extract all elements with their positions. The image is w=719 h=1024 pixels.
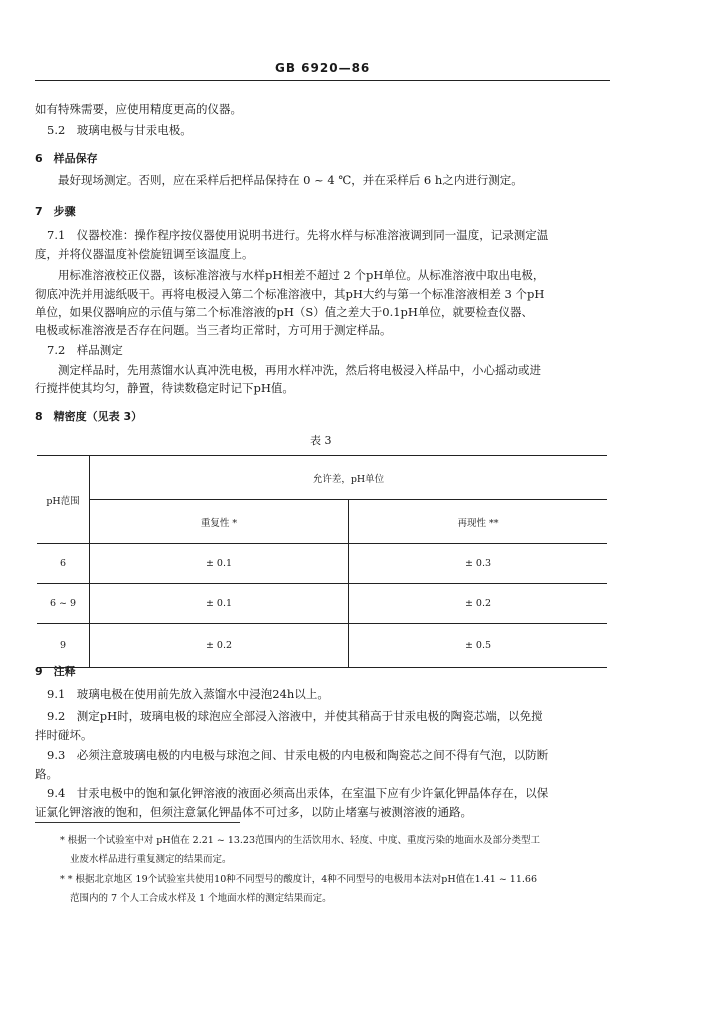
table-cell-range: 6 — [37, 544, 90, 584]
footnote-2: * * 根据北京地区 19个试验室共使用10种不同型号的酸度计，4种不同型号的电极用本法对pH值在1.41 ~ 11.66 — [60, 874, 537, 885]
paragraph-line: 证氯化钾溶液的饱和，但须注意氯化钾晶体不可过多，以防止堵塞与被测溶液的通路。 — [35, 805, 472, 819]
paragraph-line: 路。 — [35, 767, 58, 781]
paragraph: 最好现场测定。否则，应在采样后把样品保持在 0 ~ 4 ℃，并在采样后 6 h之内进行测定。 — [58, 173, 523, 187]
clause-7-1: 7.1 仪器校准：操作程序按仪器使用说明书进行。先将水样与标准溶液调到同一温度，记录测定温 — [47, 228, 549, 242]
page-header-title: GB 6920—86 — [275, 61, 371, 75]
footnote-1: * 根据一个试验室中对 pH值在 2.21 ~ 13.23范围内的生活饮用水、轻度、中度、重度污染的地面水及部分类型工 — [60, 835, 541, 846]
table-cell-repeatability: ± 0.1 — [90, 584, 349, 624]
paragraph-line: 行搅拌使其均匀，静置，待读数稳定时记下pH值。 — [35, 381, 294, 395]
header-rule — [35, 80, 610, 81]
table-row — [37, 624, 607, 668]
clause-9-2: 9.2 测定pH时，玻璃电极的球泡应全部浸入溶液中，并使其稍高于甘汞电极的陶瓷芯端，以免搅 — [47, 709, 543, 723]
clause-9-3: 9.3 必须注意玻璃电极的内电极与球泡之间、甘汞电极的内电极和陶瓷芯之间不得有气泡，以防断 — [47, 748, 549, 762]
table-cell-reproducibility: ± 0.3 — [349, 544, 608, 584]
paragraph-line: 拌时碰坏。 — [35, 728, 93, 742]
paragraph-line: 彻底冲洗并用滤纸吸干。再将电极浸入第二个标准溶液中，其pH大约与第一个标准溶液相差 3 个pH — [35, 287, 545, 301]
footnote-rule — [35, 822, 240, 823]
clause-9-1: 9.1 玻璃电极在使用前先放入蒸馏水中浸泡24h以上。 — [47, 687, 329, 701]
paragraph-line: 测定样品时，先用蒸馏水认真冲洗电极，再用水样冲洗，然后将电极浸入样品中，小心摇动或进 — [58, 363, 541, 377]
table-header-range: pH范围 — [37, 456, 90, 544]
table-cell-repeatability: ± 0.2 — [90, 624, 349, 668]
clause-9-4: 9.4 甘汞电极中的饱和氯化钾溶液的液面必须高出汞体，在室温下应有少许氯化钾晶体存在，以保 — [47, 786, 549, 800]
table-header-repeatability: 重复性 * — [90, 500, 349, 544]
clause-5-2: 5.2 玻璃电极与甘汞电极。 — [47, 123, 192, 137]
table-row — [37, 584, 607, 624]
section-heading-6: 6 样品保存 — [35, 152, 98, 165]
section-heading-9: 9 注释 — [35, 665, 76, 678]
table-cell-range: 6 ~ 9 — [37, 584, 90, 624]
table-row — [37, 544, 607, 584]
table-caption: 表 3 — [310, 434, 332, 447]
paragraph-line: 度，并将仪器温度补偿旋钮调至该温度上。 — [35, 247, 254, 261]
table-cell-reproducibility: ± 0.5 — [349, 624, 608, 668]
table-cell-range: 9 — [37, 624, 90, 668]
table-header-allowance: 允许差，pH单位 — [90, 456, 608, 500]
table-cell-reproducibility: ± 0.2 — [349, 584, 608, 624]
footnote-1-cont: 业废水样品进行重复测定的结果而定。 — [70, 854, 232, 865]
paragraph-line: 用标准溶液校正仪器，该标准溶液与水样pH相差不超过 2 个pH单位。从标准溶液中取出电极， — [58, 268, 545, 282]
paragraph-line: 单位，如果仪器响应的示值与第二个标准溶液的pH（S）值之差大于0.1pH单位，就要检查仪器、 — [35, 305, 533, 319]
paragraph-line: 电极或标准溶液是否存在问题。当三者均正常时，方可用于测定样品。 — [35, 323, 392, 337]
paragraph: 如有特殊需要，应使用精度更高的仪器。 — [35, 102, 242, 116]
footnote-2-cont: 范围内的 7 个人工合成水样及 1 个地面水样的测定结果而定。 — [70, 893, 332, 904]
table-cell-repeatability: ± 0.1 — [90, 544, 349, 584]
section-heading-7: 7 步骤 — [35, 205, 76, 218]
clause-7-2: 7.2 样品测定 — [47, 343, 123, 357]
table-header-reproducibility: 再现性 ** — [349, 500, 608, 544]
precision-table — [37, 455, 607, 668]
section-heading-8: 8 精密度（见表 3） — [35, 410, 143, 423]
